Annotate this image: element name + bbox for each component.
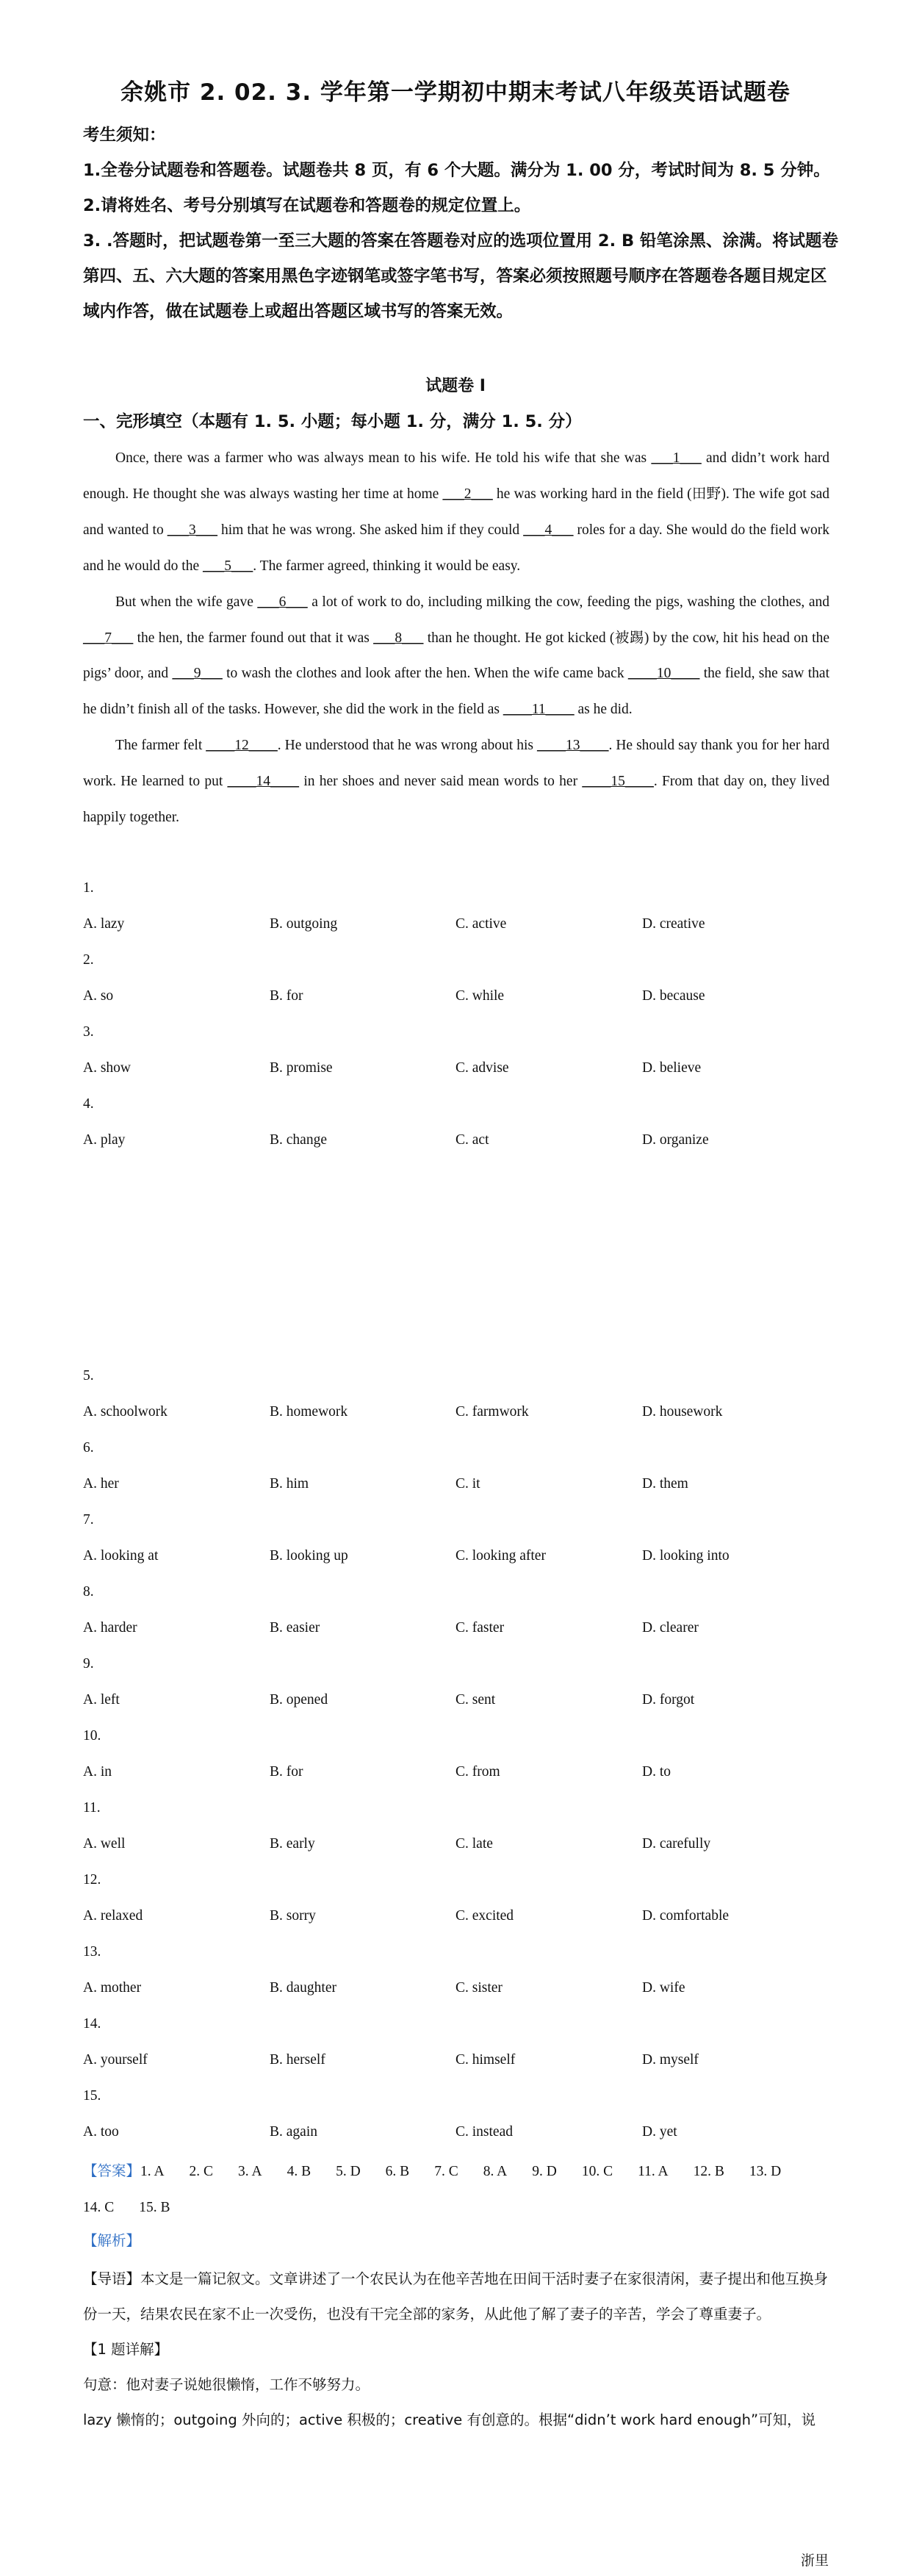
answer-item: 5. D (336, 2164, 361, 2179)
notice-item: 1.全卷分试题卷和答题卷。试题卷共 8 页，有 6 个大题。满分为 1. 00 分，考试时间为 8. 5 分钟。 (83, 161, 830, 180)
blank: ___1___ (651, 450, 702, 466)
blank: ___2___ (442, 486, 493, 502)
option-b: B. for (270, 988, 303, 1004)
question-number: 13. (83, 1944, 101, 1960)
option-c: C. sister (455, 1980, 503, 1996)
option-c: C. from (455, 1764, 500, 1780)
option-d: D. wife (642, 1980, 685, 1996)
option-c: C. while (455, 988, 505, 1004)
notice-item: 3. .答题时，把试题卷第一至三大题的答案在答题卷对应的选项位置用 2. B 铅笔涂黑、涂满。将试题卷第四、五、六大题的答案用黑色字迹钢笔或签字笔书写，答案必须按照题号顺序在答题卷各题目规定区域内作答，做在试题卷上或超出答题区域书写的答案无效。 (83, 231, 838, 321)
question-number: 5. (83, 1368, 94, 1384)
option-c: C. late (455, 1836, 493, 1852)
option-c: C. faster (455, 1620, 505, 1636)
blank: ____12____ (206, 738, 278, 754)
question-number: 15. (83, 2088, 101, 2104)
answer-item: 1. A (140, 2164, 165, 2179)
notice-item: 2.请将姓名、考号分别填写在试题卷和答题卷的规定位置上。 (83, 196, 531, 215)
question-number: 9. (83, 1656, 94, 1672)
blank: ___6___ (257, 594, 308, 610)
option-d: D. looking into (642, 1548, 730, 1564)
option-d: D. clearer (642, 1620, 699, 1636)
blank: ___9___ (172, 666, 223, 682)
answer-item: 11. A (638, 2164, 669, 2179)
analysis-q1-detail: lazy 懒惰的；outgoing 外向的；active 积极的；creative 有创意的。根据“didn’t work hard enough”可知，说 (83, 2411, 816, 2428)
answer-label: 【答案】 (83, 2162, 141, 2179)
question-number: 8. (83, 1584, 94, 1600)
option-d: D. believe (642, 1060, 702, 1076)
answer-item: 2. C (189, 2164, 214, 2179)
option-d: D. organize (642, 1132, 709, 1148)
option-c: C. himself (455, 2052, 516, 2068)
option-d: D. housework (642, 1404, 723, 1420)
answer-item: 15. B (139, 2200, 170, 2215)
option-d: D. yet (642, 2124, 677, 2140)
blank: ____11____ (503, 702, 575, 718)
option-c: C. excited (455, 1908, 514, 1924)
option-b: B. outgoing (270, 916, 338, 932)
option-d: D. carefully (642, 1836, 711, 1852)
answer-item: 9. D (532, 2164, 557, 2179)
option-a: A. so (83, 988, 114, 1004)
paper-subtitle: 试题卷 I (425, 377, 486, 395)
answer-item: 10. C (581, 2164, 613, 2179)
notice-heading: 考生须知： (83, 126, 166, 145)
option-c: C. act (455, 1132, 489, 1148)
analysis-q1-sentence: 句意：他对妻子说她很懒惰，工作不够努力。 (83, 2376, 370, 2393)
option-a: A. mother (83, 1980, 142, 1996)
option-d: D. them (642, 1476, 688, 1492)
option-b: B. herself (270, 2052, 325, 2068)
answer-item: 3. A (238, 2164, 262, 2179)
exam-title: 余姚市 2. 02. 3. 学年第一学期初中期末考试八年级英语试题卷 (120, 79, 791, 106)
option-c: C. looking after (455, 1548, 546, 1564)
blank: ___3___ (167, 522, 217, 538)
question-number: 11. (83, 1800, 101, 1816)
option-b: B. looking up (270, 1548, 348, 1564)
option-a: A. show (83, 1060, 132, 1076)
option-a: A. harder (83, 1620, 137, 1636)
answer-item: 7. C (434, 2164, 458, 2179)
blank: ___4___ (523, 522, 574, 538)
option-c: C. instead (455, 2124, 513, 2140)
answer-key (83, 2153, 832, 2226)
blank: ___5___ (203, 558, 253, 574)
question-number: 12. (83, 1872, 101, 1888)
analysis-q1-heading: 【1 题详解】 (83, 2341, 169, 2358)
option-a: A. schoolwork (83, 1404, 168, 1420)
question-number: 3. (83, 1024, 94, 1040)
blank: ____15____ (582, 774, 654, 790)
option-d: D. myself (642, 2052, 699, 2068)
question-number: 7. (83, 1512, 94, 1528)
option-d: D. comfortable (642, 1908, 730, 1924)
option-d: D. creative (642, 916, 705, 932)
option-b: B. sorry (270, 1908, 316, 1924)
question-number: 6. (83, 1440, 94, 1456)
option-b: B. change (270, 1132, 327, 1148)
option-a: A. looking at (83, 1548, 159, 1564)
page-footer: 浙里 (800, 2552, 829, 2569)
option-a: A. yourself (83, 2052, 148, 2068)
option-a: A. play (83, 1132, 126, 1148)
option-c: C. it (455, 1476, 480, 1492)
option-b: B. promise (270, 1060, 333, 1076)
analysis-text (83, 2262, 829, 2438)
answer-item: 6. B (385, 2164, 410, 2179)
option-a: A. lazy (83, 916, 125, 932)
answer-item: 8. A (483, 2164, 508, 2179)
option-b: B. him (270, 1476, 309, 1492)
question-number: 2. (83, 952, 94, 968)
option-b: B. easier (270, 1620, 320, 1636)
question-number: 1. (83, 880, 94, 896)
passage-paragraph: The farmer felt ____12____. He understood that he was wrong about his ____13____. He should say thank you for her hard work. He learned to put ____14____ in her shoes and never said mean words to her ____15____. From that day on, they lived happily together. (83, 738, 829, 826)
option-a: A. left (83, 1692, 120, 1708)
option-c: C. sent (455, 1692, 496, 1708)
question-number: 4. (83, 1096, 94, 1112)
option-b: B. early (270, 1836, 315, 1852)
option-b: B. homework (270, 1404, 348, 1420)
exam-notice (83, 118, 840, 329)
option-b: B. opened (270, 1692, 328, 1708)
answer-item: 12. B (693, 2164, 724, 2179)
option-d: D. to (642, 1764, 671, 1780)
option-a: A. well (83, 1836, 126, 1852)
analysis-intro: 【导语】本文是一篇记叙文。文章讲述了一个农民认为在他辛苦地在田间干活时妻子在家很清闲，妻子提出和他互换身份一天，结果农民在家不止一次受伤，也没有干完全部的家务，从此他了解了妻子的辛苦，学会了尊重妻子。 (83, 2270, 829, 2323)
answer-item: 13. D (749, 2164, 782, 2179)
cloze-passage (83, 441, 829, 836)
blank: ____14____ (227, 774, 300, 790)
option-d: D. forgot (642, 1692, 695, 1708)
answer-item: 4. B (287, 2164, 312, 2179)
passage-paragraph: Once, there was a farmer who was always mean to his wife. He told his wife that she was ___1___ and didn’t work hard enough. He thought she was always wasting her time at home ___2___ he was working hard in the field (田野). The wife got sad and wanted to ___3___ him that he was wrong. She asked him if they could ___4___ roles for a day. She would do the field work and he would do the ___5___. The farmer agreed, thinking it would be easy. (83, 450, 830, 574)
option-d: D. because (642, 988, 705, 1004)
passage-paragraph: But when the wife gave ___6___ a lot of work to do, including milking the cow, feeding the pigs, washing the clothes, and ___7___ the hen, the farmer found out that it was ___8___ than he thought. He got kicked (被踢) by the cow, hit his head on the pigs’ door, and ___9___ to wash the clothes and look after the hen. When the wife came back ____10____ the field, she saw that he didn’t finish all of the tasks. However, she did the work in the field as ____11____ as he did. (83, 594, 829, 718)
option-c: C. farmwork (455, 1404, 529, 1420)
question-number: 14. (83, 2016, 101, 2032)
section-heading: 一、完形填空（本题有 1. 5. 小题；每小题 1. 分，满分 1. 5. 分） (83, 412, 582, 431)
analysis-label: 【解析】 (83, 2232, 141, 2249)
option-a: A. too (83, 2124, 119, 2140)
answer-item: 14. C (83, 2200, 115, 2215)
blank: ____10____ (627, 666, 700, 682)
option-a: A. her (83, 1476, 119, 1492)
option-a: A. relaxed (83, 1908, 143, 1924)
blank: ___8___ (373, 630, 424, 646)
blank: ____13____ (536, 738, 609, 754)
option-c: C. advise (455, 1060, 509, 1076)
option-a: A. in (83, 1764, 112, 1780)
blank: ___7___ (83, 630, 134, 646)
question-number: 10. (83, 1728, 101, 1744)
option-b: B. again (270, 2124, 317, 2140)
option-b: B. daughter (270, 1980, 336, 1996)
option-b: B. for (270, 1764, 303, 1780)
option-c: C. active (455, 916, 507, 932)
